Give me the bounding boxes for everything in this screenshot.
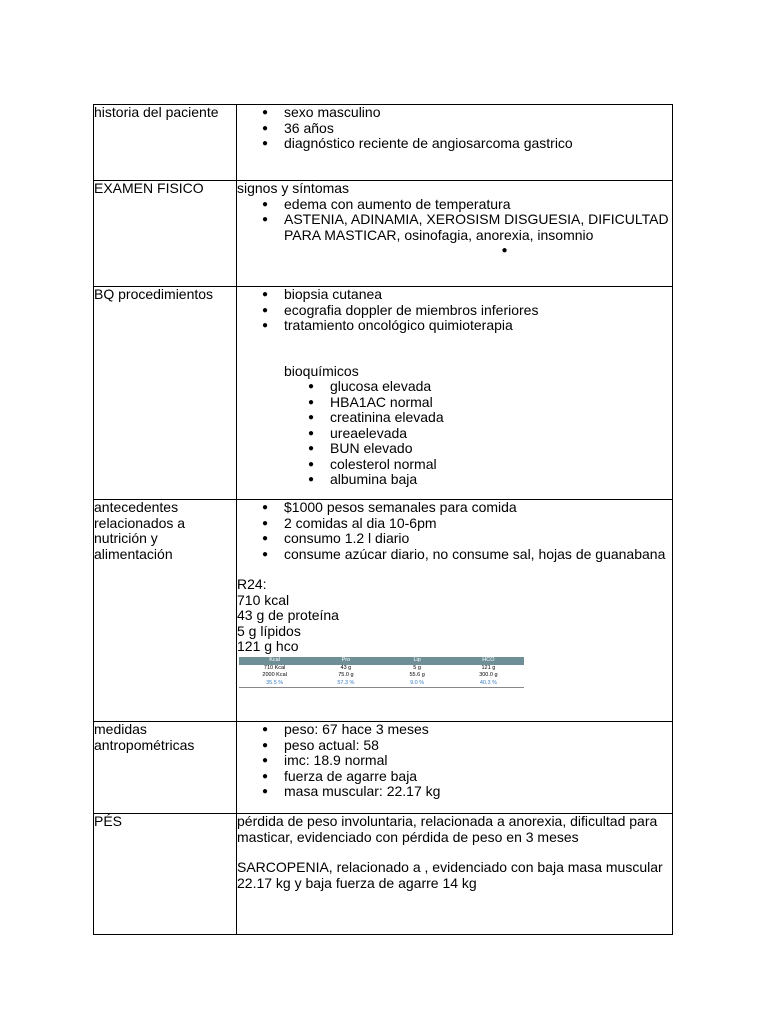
spacer [237,845,672,860]
list-item: ● peso: 67 hace 3 meses [284,722,672,738]
mini-header-cell: HCO [453,657,524,665]
list-item: ● creatinina elevada [330,410,672,426]
row-antecedentes [94,500,673,722]
row-historia [94,105,673,181]
list-item: ● albumina baja [330,472,672,488]
bioquimicos-list [237,379,672,488]
mini-header-row [239,657,524,665]
content-medidas [237,722,673,814]
list-item: ● ecografia doppler de miembros inferiores [284,303,672,319]
list-item: ● edema con aumento de temperatura [284,197,672,213]
bullet-icon: ● [501,245,508,256]
list-item: ● diagnóstico reciente de angiosarcoma gastrico [284,136,672,152]
mini-cell: 43 g [340,664,352,671]
empty-bullet [237,243,672,259]
pes-paragraph: SARCOPENIA, relacionado a , evidenciado con baja masa muscular 22.17 kg y baja fuerza de agarre 14 kg [237,859,663,891]
list-item: ● fuerza de agarre baja [284,769,672,785]
row-pes [94,814,673,935]
list-item: ● masa muscular: 22.17 kg [284,784,672,800]
content-bq [237,287,673,500]
pes-paragraph: pérdida de peso involuntaria, relacionada a anorexia, dificultad para masticar, evidenciado con pérdida de peso en 3 meses [237,813,658,845]
label-medidas: medidas antropométricas [94,722,237,814]
medidas-list [237,722,672,800]
list-item: ● HBA1AC normal [330,395,672,411]
spacer [237,334,672,364]
list-item: ● glucosa elevada [330,379,672,395]
content-antecedentes [237,500,673,722]
content-examen-fisico [237,181,673,287]
label-bq: BQ procedimientos [94,287,237,500]
list-item: ● biopsia cutanea [284,287,672,303]
list-item: ● tratamiento oncológico quimioterapia [284,318,672,334]
r24-lipids: 5 g lípidos [237,622,301,639]
r24-heading: R24: [237,576,267,592]
list-item: ● 36 años [284,121,672,137]
row-examen-fisico [94,181,673,287]
antecedentes-list [237,500,672,562]
row-medidas [94,722,673,814]
mini-percent-cell: 57.3 % [310,680,381,688]
nutrient-mini-table [239,657,524,689]
list-item: ● consumo 1.2 l diario [284,531,672,547]
mini-header-cell: Kcal [239,657,310,665]
list-item: ● ureaelevada [330,426,672,442]
bq-list [237,287,672,334]
list-item: ● ASTENIA, ADINAMIA, XEROSISM DISGUESIA, DIFICULTAD PARA MASTICAR, osinofagia, anorexia, insomnio [284,212,672,243]
mini-cell: 75.0 g [338,672,354,678]
mini-percent-cell: 35.5 % [239,680,310,688]
list-item: ● $1000 pesos semanales para comida [284,500,672,516]
list-item: ● imc: 18.9 normal [284,753,672,769]
mini-row [239,672,524,680]
r24-block [237,577,672,655]
mini-row [239,665,524,673]
historia-list [237,105,672,152]
list-item: ● consume azúcar diario, no consume sal, hojas de guanabana [284,547,672,563]
label-antecedentes: antecedentes relacionados a nutrición y alimentación [94,500,237,722]
content-historia [237,105,673,181]
mini-percent-cell: 9.0 % [382,680,453,688]
patient-record-table [93,104,673,935]
content-pes [237,814,673,935]
label-examen-fisico: EXAMEN FISICO [94,181,237,287]
row-bq-procedimientos [94,287,673,500]
examen-list [237,197,672,244]
r24-hco: 121 g hco [237,638,299,654]
spacer [237,562,672,577]
mini-cell: 2000 Kcal [262,672,287,678]
examen-intro: signos y síntomas [237,180,350,196]
mini-header-cell: Lip [382,657,453,665]
list-item: ● BUN elevado [330,441,672,457]
r24-kcal: 710 kcal [237,591,290,608]
label-historia: historia del paciente [94,105,237,181]
mini-cell: 5 g [413,664,421,671]
bq-subheading: bioquímicos [284,362,359,379]
r24-protein: 43 g de proteína [237,607,339,623]
label-pes: PÉS [94,814,237,935]
mini-cell: 121 g [481,664,496,671]
list-item: ● colesterol normal [330,457,672,473]
mini-percent-row [239,680,524,688]
mini-percent-cell: 40.3 % [453,680,524,688]
mini-cell: 300.0 g [479,672,498,678]
mini-header-cell: Pro [310,657,381,665]
mini-cell: 55.6 g [409,672,425,678]
list-item: ● 2 comidas al dia 10-6pm [284,516,672,532]
mini-cell: 710 Kcal [263,664,286,671]
list-item: ● peso actual: 58 [284,738,672,754]
list-item: ● sexo masculino [284,105,672,121]
